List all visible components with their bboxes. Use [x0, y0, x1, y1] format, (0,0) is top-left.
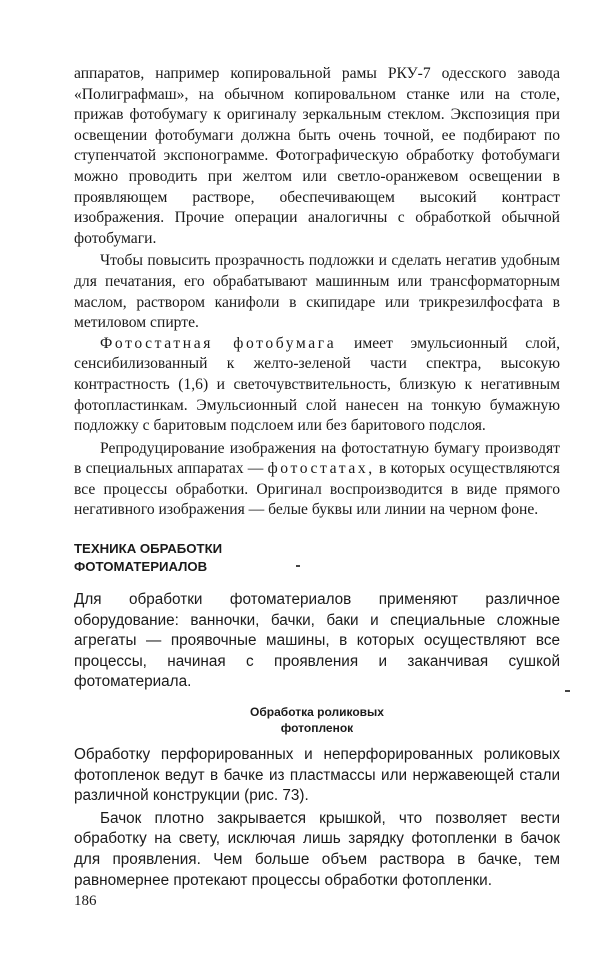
page-number: 186 — [74, 893, 97, 909]
scan-margin-mark — [565, 690, 570, 692]
subsection-heading-line-1: Обработка роликовых — [250, 705, 384, 720]
section-heading-line-1: ТЕХНИКА ОБРАБОТКИ — [74, 541, 223, 557]
paragraph-negative-transparency: Чтобы повысить прозрачность подложки и сделать негатив удобным для печатания, его обрабатывают машинным или трансформаторным маслом, раствором канифоли в скипидаре или трикрезилфосфата в метиловом спирте. — [74, 252, 560, 332]
term-photostat-paper: Фотостатная фотобумага — [100, 334, 337, 352]
paragraph-photostat-paper — [74, 334, 560, 437]
subsection-heading-line-2: фотопленок — [280, 720, 354, 735]
paragraph-reproduction — [74, 439, 560, 521]
scan-speck-mark — [296, 565, 300, 567]
paragraph-reproduction-start: Репродуцирование изображения на фотостатную бумагу производят в специальных аппаратах — — [74, 439, 560, 478]
term-photostats: фотостатах, — [267, 460, 375, 478]
subsection-paragraph-1: Обработку перфорированных и неперфорированных роликовых фотопленок ведут в бачке из пластмассы или нержавеющей стали различной конструкции (рис. 73). — [74, 746, 560, 805]
paragraph-photostat-paper-text: имеет эмульсионный слой, сенсибилизованный к желто-зеленой части спектра, высокую контрастность (1,6) и светочувствительность, близкую к негативным фотопластинкам. Эмульсионный слой нанесен на тонкую бумажную подложку с баритовым подслоем или без баритового подслоя. — [74, 334, 560, 435]
paragraph-photopaper-processing: аппаратов, например копировальной рамы РКУ-7 одесского завода «Полиграфмаш», на обычном копировальном станке или на столе, прижав фотобумагу к оригиналу зеркальным стеклом. Экспозиция при освещении фотобумаги должна быть очень точной, ее подбирают по ступенчатой экспонограмме. Фотографическую обработку фотобумаги можно проводить при желтом или светло-оранжевом освещении в проявляющем растворе, обеспечивающем высокий контраст изображения. Прочие операции аналогичны с обработкой обычной фотобумаги. — [74, 65, 560, 247]
section-intro-paragraph: Для обработки фотоматериалов применяют различное оборудование: ванночки, бачки, баки и специальные сложные агрегаты — проявочные машины, в которых осуществляют все процессы, начиная с проявления и заканчивая сушкой фотоматериала. — [74, 591, 560, 691]
page-content — [74, 64, 560, 891]
subsection-paragraph-2: Бачок плотно закрывается крышкой, что позволяет вести обработку на свету, исключая лишь зарядку фотопленки в бачок для проявления. Чем больше объем раствора в бачке, тем равномернее протекают процессы обработки фотопленки. — [74, 809, 560, 889]
paragraph-reproduction-rest: в которых осуществляются все процессы обработки. Оригинал воспроизводится в виде прямого негативного изображения — белые буквы или линии на черном фоне. — [74, 460, 560, 519]
section-heading — [74, 540, 560, 576]
subsection-heading — [74, 705, 560, 736]
section-heading-line-2: ФОТОМАТЕРИАЛОВ — [74, 559, 208, 575]
